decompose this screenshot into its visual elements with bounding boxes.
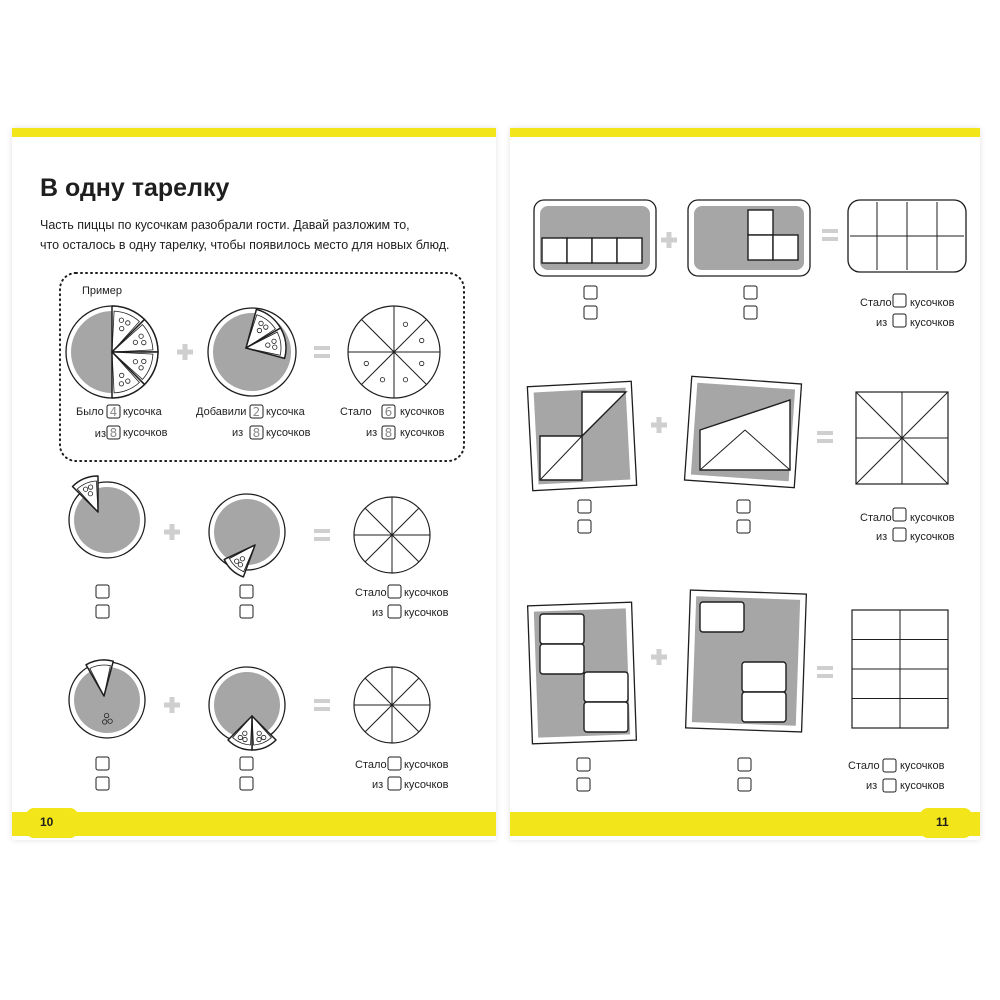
answer-unit-2a: кусочков	[404, 759, 449, 771]
answer-unit-3a: кусочков	[910, 297, 955, 309]
rect-row-equals-top	[817, 666, 833, 670]
example-plus-v	[183, 344, 188, 360]
intro-line-1: Часть пиццы по кусочкам разобрали гости. Давай разложим то,	[40, 218, 410, 232]
square-row-answer-box-4	[737, 520, 750, 533]
page-title: В одну тарелку	[40, 174, 230, 202]
example-total-unit-1: кусочков	[123, 427, 168, 439]
rect-row-answer-box-4	[738, 778, 751, 791]
answer-became-label-4: Стало	[860, 512, 892, 524]
example-equals-top	[314, 346, 330, 350]
answer-of-label-1: из	[372, 607, 384, 619]
row2-answer-box-4	[240, 777, 253, 790]
tray1-piece	[617, 238, 642, 263]
answer-unit-3b: кусочков	[910, 317, 955, 329]
example-equals-bottom	[314, 354, 330, 358]
square-row-equals-top	[817, 431, 833, 435]
example-was-box-digit: 4	[109, 405, 118, 419]
answer-became-label-5: Стало	[848, 760, 880, 772]
row2-plus-v	[170, 697, 175, 713]
example-added-box-digit: 2	[252, 405, 261, 419]
answer-of-label-4: из	[876, 531, 888, 543]
example-total-box-1-digit: 8	[109, 426, 118, 440]
rect-row-answer-box-5	[883, 759, 896, 772]
left-page-number: 10	[40, 815, 54, 829]
rect2-slice-3	[742, 692, 786, 722]
tray2-piece	[773, 235, 798, 260]
tray-row-plus-v	[667, 232, 672, 248]
row2-answer-box-3	[240, 757, 253, 770]
example-total-box-2-digit: 8	[252, 426, 261, 440]
rect-row-plus-v	[657, 649, 662, 665]
example-label: Пример	[82, 285, 122, 297]
rect1-slice-2	[540, 644, 584, 674]
example-of-label-3: из	[366, 427, 378, 439]
tray-row-answer-box-5	[893, 294, 906, 307]
rect-row-answer-box-6	[883, 779, 896, 792]
example-became-box-digit: 6	[384, 405, 393, 419]
row2-equals-bottom	[314, 707, 330, 711]
square-row-answer-box-5	[893, 508, 906, 521]
row1-answer-box-3	[240, 585, 253, 598]
tray1-piece	[592, 238, 617, 263]
answer-unit-1b: кусочков	[404, 607, 449, 619]
example-of-label-1: из	[94, 428, 106, 440]
row1-equals-top	[314, 529, 330, 533]
row2-answer-box-6	[388, 777, 401, 790]
answer-of-label-3: из	[876, 317, 888, 329]
row2-answer-box-1	[96, 757, 109, 770]
square-row-equals-bottom	[817, 439, 833, 443]
rect1-slice-1	[540, 614, 584, 644]
example-result-pizza	[348, 306, 440, 398]
row1-result-pizza	[354, 497, 430, 573]
intro-line-2: что осталось в одну тарелку, чтобы появилось место для новых блюд.	[40, 238, 450, 252]
example-total-unit-3: кусочков	[400, 427, 445, 439]
row2-answer-box-2	[96, 777, 109, 790]
tray-row-answer-box-6	[893, 314, 906, 327]
rect-row-answer-box-3	[738, 758, 751, 771]
tray1-piece	[567, 238, 592, 263]
answer-unit-5a: кусочков	[900, 760, 945, 772]
example-added-unit: кусочка	[266, 406, 305, 418]
square-row-answer-box-3	[737, 500, 750, 513]
tray-row-answer-box-1	[584, 286, 597, 299]
tray2-piece	[748, 235, 773, 260]
tray-row-answer-box-3	[744, 286, 757, 299]
row2-equals-top	[314, 699, 330, 703]
example-total-box-3-digit: 8	[384, 426, 393, 440]
tray2-piece	[748, 210, 773, 235]
answer-of-label-2: из	[372, 779, 384, 791]
square-row-plus-v	[657, 417, 662, 433]
square-row-answer-box-6	[893, 528, 906, 541]
example-added-label: Добавили	[196, 406, 247, 418]
answer-unit-5b: кусочков	[900, 780, 945, 792]
example-of-label-2: из	[232, 427, 244, 439]
tray-row-equals-top	[822, 229, 838, 233]
row1-answer-box-4	[240, 605, 253, 618]
row1-answer-box-1	[96, 585, 109, 598]
right-page-number: 11	[936, 815, 949, 829]
tray1-piece	[542, 238, 567, 263]
rect2-slice-1	[700, 602, 744, 632]
rect-row-answer-box-2	[577, 778, 590, 791]
square-row-answer-box-2	[578, 520, 591, 533]
row1-answer-box-6	[388, 605, 401, 618]
answer-became-label-3: Стало	[860, 297, 892, 309]
example-total-unit-2: кусочков	[266, 427, 311, 439]
tray-row-answer-box-2	[584, 306, 597, 319]
answer-became-label-1: Стало	[355, 587, 387, 599]
square-row-answer-box-1	[578, 500, 591, 513]
rect1-slice-4	[584, 702, 628, 732]
answer-unit-4a: кусочков	[910, 512, 955, 524]
row2-answer-box-5	[388, 757, 401, 770]
answer-unit-2b: кусочков	[404, 779, 449, 791]
rect1-slice-3	[584, 672, 628, 702]
example-became-unit: кусочков	[400, 406, 445, 418]
tray-row-equals-bottom	[822, 237, 838, 241]
row1-equals-bottom	[314, 537, 330, 541]
rect-row-answer-box-1	[577, 758, 590, 771]
answer-unit-1a: кусочков	[404, 587, 449, 599]
answer-became-label-2: Стало	[355, 759, 387, 771]
rect-row-equals-bottom	[817, 674, 833, 678]
example-was-unit: кусочка	[123, 406, 162, 418]
tray-row-answer-box-4	[744, 306, 757, 319]
example-became-label: Стало	[340, 406, 372, 418]
row1-plus-v	[170, 524, 175, 540]
answer-of-label-5: из	[866, 780, 878, 792]
row1-answer-box-5	[388, 585, 401, 598]
answer-unit-4b: кусочков	[910, 531, 955, 543]
row1-answer-box-2	[96, 605, 109, 618]
rect2-slice-2	[742, 662, 786, 692]
row2-result-pizza	[354, 667, 430, 743]
example-was-label: Было	[76, 406, 104, 418]
